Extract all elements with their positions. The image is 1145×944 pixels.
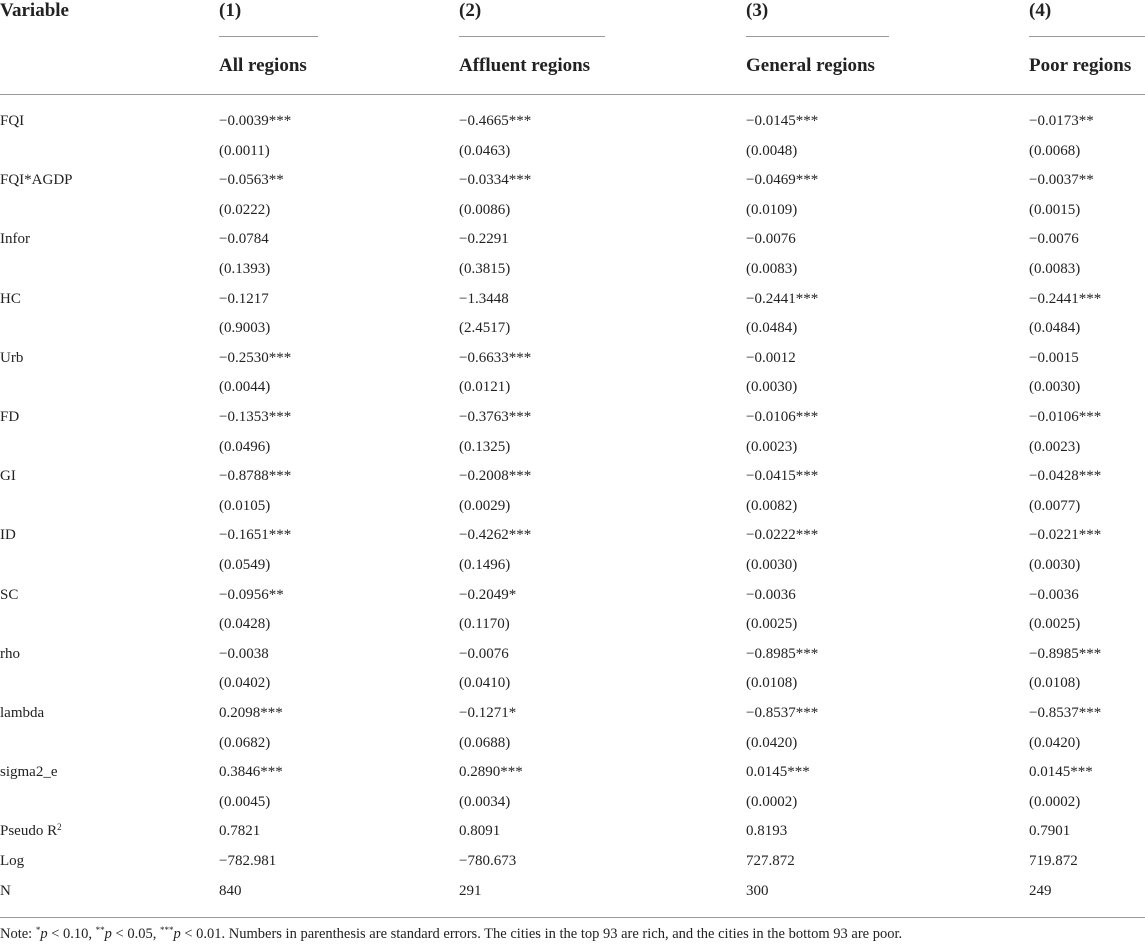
coefficient-cell: −0.0334***	[459, 172, 532, 189]
header-col3-name: General regions	[746, 55, 875, 76]
note-text-2: < 0.05,	[111, 926, 160, 942]
coefficient-cell: −0.2049*	[459, 586, 517, 603]
standard-error-cell: (0.0029)	[459, 497, 511, 514]
standard-error-cell: (0.0105)	[219, 497, 271, 514]
coefficient-cell: −0.0428***	[1029, 468, 1102, 485]
statistic-cell: 0.8193	[746, 823, 788, 840]
standard-error-cell: (0.0428)	[219, 616, 271, 633]
coefficient-cell: 0.0145***	[1029, 764, 1093, 781]
standard-error-cell: (0.0420)	[746, 734, 798, 751]
coefficient-cell: 0.2098***	[219, 705, 283, 721]
standard-error-cell: (0.0030)	[1029, 379, 1081, 396]
coefficient-cell: −0.0222***	[746, 527, 819, 544]
coefficient-cell: −0.3763***	[459, 409, 532, 425]
standard-error-cell: (0.0002)	[746, 793, 798, 810]
standard-error-cell: (0.1170)	[459, 616, 510, 633]
standard-error-cell: (0.0688)	[459, 734, 511, 751]
standard-error-cell: (0.0044)	[219, 379, 271, 396]
row-label: FD	[0, 409, 20, 425]
coefficient-cell: −0.4262***	[459, 527, 532, 544]
header-col4-name: Poor regions	[1029, 55, 1132, 76]
coefficient-cell: −0.0039***	[219, 113, 292, 129]
standard-error-cell: (0.0463)	[459, 142, 511, 159]
row-label: Infor	[0, 231, 30, 248]
standard-error-cell: (0.0083)	[1029, 261, 1081, 277]
header-col3-number: (3)	[746, 0, 769, 21]
coefficient-cell: −0.0012	[746, 349, 796, 366]
note-prefix: Note:	[0, 926, 36, 942]
header-col4-number: (4)	[1029, 0, 1052, 21]
coefficient-cell: −0.4665***	[459, 113, 532, 129]
statistic-cell: 0.7821	[219, 823, 261, 840]
row-label: ID	[0, 527, 16, 544]
coefficient-cell: −0.0037**	[1029, 172, 1094, 189]
coefficient-cell: −0.0145***	[746, 113, 819, 129]
coefficient-cell: −1.3448	[459, 290, 509, 307]
statistic-cell: −782.981	[219, 853, 277, 869]
standard-error-cell: (0.0484)	[1029, 320, 1081, 337]
header-subline-col2	[459, 36, 605, 37]
note-p-1: p	[40, 926, 48, 942]
standard-error-cell: (0.0108)	[746, 675, 798, 692]
note-sup-2: **	[95, 925, 105, 935]
coefficient-cell: 0.0145***	[746, 764, 810, 781]
coefficient-cell: 0.2890***	[459, 764, 523, 781]
statistic-cell: −780.673	[459, 853, 517, 869]
standard-error-cell: (0.0077)	[1029, 497, 1081, 514]
standard-error-cell: (0.0121)	[459, 379, 511, 396]
standard-error-cell: (0.0496)	[219, 438, 271, 455]
coefficient-cell: −0.0106***	[1029, 409, 1102, 425]
standard-error-cell: (0.9003)	[219, 320, 271, 337]
coefficient-cell: −0.6633***	[459, 349, 532, 366]
header-col2-name: Affluent regions	[459, 55, 591, 76]
header-subline-col1	[219, 36, 318, 37]
standard-error-cell: (0.0023)	[746, 438, 798, 455]
standard-error-cell: (0.0034)	[459, 793, 511, 810]
coefficient-cell: −0.8985***	[1029, 645, 1102, 662]
statistic-cell: 249	[1029, 882, 1052, 899]
table-bottom-rule	[0, 917, 1145, 918]
standard-error-cell: (0.0682)	[219, 734, 271, 751]
standard-error-cell: (0.0045)	[219, 793, 271, 810]
coefficient-cell: −0.0784	[219, 231, 269, 248]
coefficient-cell: −0.0956**	[219, 586, 284, 603]
coefficient-cell: 0.3846***	[219, 764, 283, 781]
coefficient-cell: −0.1271*	[459, 705, 517, 721]
standard-error-cell: (0.0048)	[746, 142, 798, 159]
coefficient-cell: −0.2441***	[1029, 290, 1102, 307]
statistic-cell: 300	[746, 882, 769, 899]
coefficient-cell: −0.2441***	[746, 290, 819, 307]
coefficient-cell: −0.0469***	[746, 172, 819, 189]
note-text-1: < 0.10,	[47, 926, 96, 942]
header-subline-col3	[746, 36, 889, 37]
header-variable: Variable	[0, 0, 69, 21]
coefficient-cell: −0.0106***	[746, 409, 819, 425]
coefficient-cell: −0.8537***	[746, 705, 819, 721]
note-text-3: < 0.01. Numbers in parenthesis are standard errors. The cities in the top 93 are rich, and the cities in the bottom 93 are poor.	[180, 926, 903, 942]
coefficient-cell: −0.0563**	[219, 172, 284, 189]
coefficient-cell: −0.0038	[219, 645, 269, 662]
coefficient-cell: −0.1651***	[219, 527, 292, 544]
coefficient-cell: −0.0076	[1029, 231, 1079, 248]
standard-error-cell: (0.0025)	[1029, 616, 1081, 633]
coefficient-cell: −0.0036	[746, 586, 796, 603]
coefficient-cell: −0.8537***	[1029, 705, 1102, 721]
standard-error-cell: (0.0484)	[746, 320, 798, 337]
row-label: FQI	[0, 113, 25, 129]
coefficient-cell: −0.2530***	[219, 349, 292, 366]
coefficient-cell: −0.8985***	[746, 645, 819, 662]
row-label-text: Log	[0, 853, 25, 869]
table-note	[0, 924, 902, 944]
standard-error-cell: (0.0030)	[746, 557, 798, 573]
standard-error-cell: (0.0030)	[1029, 557, 1081, 573]
coefficient-cell: −0.2291	[459, 231, 509, 248]
coefficient-cell: −0.0015	[1029, 349, 1079, 366]
standard-error-cell: (0.1393)	[219, 261, 271, 277]
coefficient-cell: −0.0173**	[1029, 113, 1094, 129]
header-col2-number: (2)	[459, 0, 482, 21]
row-label: FQI*AGDP	[0, 172, 73, 189]
standard-error-cell: (0.0222)	[219, 201, 271, 218]
header-subline-col4	[1029, 36, 1145, 37]
row-label: lambda	[0, 705, 45, 721]
row-label: SC	[0, 586, 19, 603]
coefficient-cell: −0.0076	[746, 231, 796, 248]
standard-error-cell: (0.0002)	[1029, 793, 1081, 810]
row-label-text: Pseudo R	[0, 823, 58, 840]
standard-error-cell: (2.4517)	[459, 320, 511, 337]
row-label: rho	[0, 645, 20, 662]
coefficient-cell: −0.0221***	[1029, 527, 1102, 544]
standard-error-cell: (0.0023)	[1029, 438, 1081, 455]
standard-error-cell: (0.1496)	[459, 557, 511, 573]
row-label-superscript: 2	[57, 822, 62, 833]
header-col1-name: All regions	[219, 55, 307, 76]
standard-error-cell: (0.0086)	[459, 201, 511, 218]
row-label: GI	[0, 468, 16, 485]
statistic-cell: 291	[459, 882, 482, 899]
row-label	[0, 821, 62, 841]
standard-error-cell: (0.0030)	[746, 379, 798, 396]
statistic-cell: 727.872	[746, 853, 795, 869]
row-label	[0, 881, 11, 901]
standard-error-cell: (0.1325)	[459, 438, 511, 455]
standard-error-cell: (0.0068)	[1029, 142, 1081, 159]
coefficient-cell: −0.8788***	[219, 468, 292, 485]
note-sup-1: *	[35, 925, 41, 935]
standard-error-cell: (0.0082)	[746, 497, 798, 514]
row-label	[0, 851, 24, 871]
row-label-text: N	[0, 882, 11, 899]
statistic-cell: 0.7901	[1029, 823, 1071, 840]
coefficient-cell: −0.2008***	[459, 468, 532, 485]
header-col1-number: (1)	[219, 0, 242, 21]
coefficient-cell: −0.1353***	[219, 409, 292, 425]
standard-error-cell: (0.0083)	[746, 261, 798, 277]
coefficient-cell: −0.0036	[1029, 586, 1079, 603]
standard-error-cell: (0.0011)	[219, 142, 270, 159]
note-p-3: p	[173, 926, 181, 942]
standard-error-cell: (0.0025)	[746, 616, 798, 633]
note-sup-3: ***	[159, 925, 174, 935]
statistic-cell: 0.8091	[459, 823, 501, 840]
row-label: sigma2_e	[0, 764, 58, 781]
standard-error-cell: (0.0410)	[459, 675, 511, 692]
note-p-2: p	[104, 926, 112, 942]
standard-error-cell: (0.0402)	[219, 675, 271, 692]
coefficient-cell: −0.0076	[459, 645, 509, 662]
standard-error-cell: (0.0109)	[746, 201, 798, 218]
row-label: HC	[0, 290, 21, 307]
standard-error-cell: (0.0108)	[1029, 675, 1081, 692]
header-bottom-rule	[0, 94, 1145, 95]
standard-error-cell: (0.0420)	[1029, 734, 1081, 751]
row-label: Urb	[0, 349, 24, 366]
coefficient-cell: −0.0415***	[746, 468, 819, 485]
standard-error-cell: (0.3815)	[459, 261, 511, 277]
standard-error-cell: (0.0015)	[1029, 201, 1081, 218]
standard-error-cell: (0.0549)	[219, 557, 271, 573]
coefficient-cell: −0.1217	[219, 290, 269, 307]
statistic-cell: 719.872	[1029, 853, 1078, 869]
statistic-cell: 840	[219, 882, 242, 899]
